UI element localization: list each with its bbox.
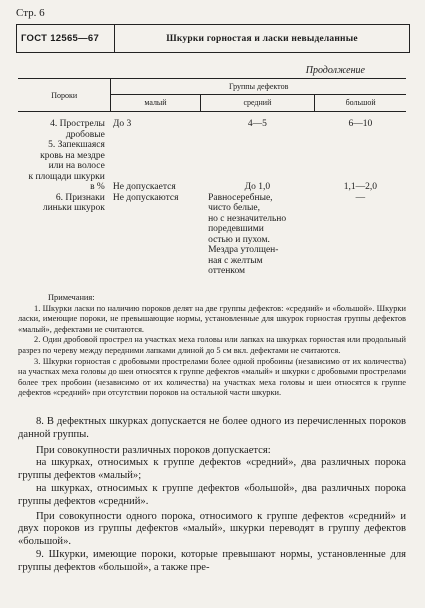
- column-header-large: большой: [315, 95, 406, 112]
- notes-block: [18, 293, 406, 399]
- cell-small-shot: До 3: [112, 119, 132, 129]
- defects-table: [18, 78, 406, 277]
- table-row: [18, 112, 406, 141]
- cell-large-blood: 1,1—2,0: [343, 182, 377, 192]
- defect-molting: 6. Признаки линьки шкурок: [42, 192, 105, 213]
- cell-medium-molting: Равносеребные, чисто белые, но с незначительно поредевшими остью и пухом. Мездра утолщен- ная с желтым оттенком: [208, 192, 287, 276]
- standard-header: [16, 24, 410, 53]
- cell-large-molting: —: [355, 192, 366, 203]
- main-text: [18, 416, 406, 575]
- column-header-defects: Пороки: [18, 79, 111, 112]
- paragraph: При совокупности одного порока, относимого к группе дефектов «средний» и двух пороков из группы дефектов «малый», шкурки переводят в группу дефектов «большой».: [18, 510, 406, 548]
- paragraph: на шкурках, относимых к группе дефектов «средний», два различных порока группы дефектов «малый»;: [18, 457, 406, 482]
- continuation-label: Продолжение: [305, 65, 365, 76]
- cell-small-blood: Не допускается: [112, 182, 176, 192]
- cell-medium-blood: До 1,0: [244, 182, 271, 192]
- column-header-groups: Группы дефектов: [111, 79, 406, 95]
- column-header-medium: средний: [200, 95, 315, 112]
- note-item: 2. Один дробовой прострел на участках меха головы или лапках на шкурках горностая или продольный разрез по черевy между передними лапками длиной до 5 см вкл. дефектами не считаются.: [18, 335, 406, 355]
- defects-table-wrapper: [18, 78, 406, 277]
- column-header-small: малый: [111, 95, 200, 112]
- notes-heading: Примечания:: [48, 293, 95, 302]
- paragraph: При совокупности различных пороков допускается:: [36, 444, 271, 456]
- paragraph: на шкурках, относимых к группе дефектов «большой», два различных порока группы дефектов «средний».: [18, 482, 406, 507]
- note-item: 1. Шкурки ласки по наличию пороков делят на две группы дефектов: «средний» и «большой». Шкурки ласки, имеющие пороки, не превышающие нормы, установленные для шкурок горностая группы дефектов «малый», дефектами не считаются.: [18, 303, 406, 334]
- cell-small-molting: Не допускаются: [112, 192, 179, 203]
- cell-large-shot: 6—10: [348, 119, 373, 129]
- cell-medium-shot: 4—5: [247, 119, 267, 129]
- defect-shot: 4. Прострелы дробовые: [50, 119, 105, 140]
- note-item: 3. Шкурки горностая с дробовыми прострелами более одной пробоины (независимо от их количества) на участках меха головы до шеи относятся к группе дефектов «малый» и шкурки с дробовыми прострелами более трех пробоин (независимо от их количества) на участках меха головы и шеи относятся к группе дефектов «средний» при отсутствии пороков на остальной части шкурки.: [18, 356, 406, 398]
- paragraph: 9. Шкурки, имеющие пороки, которые превышают нормы, установленные для группы дефектов «большой», а также пре-: [18, 548, 406, 573]
- standard-title: Шкурки горностая и ласки невыделанные: [166, 33, 358, 44]
- paragraph: 8. В дефектных шкурках допускается не более одного из перечисленных пороков данной группы.: [18, 416, 406, 440]
- table-row: [18, 140, 406, 193]
- table-row: [18, 193, 406, 277]
- standard-number: ГОСТ 12565—67: [17, 25, 115, 52]
- page-number: Стр. 6: [16, 7, 45, 19]
- defect-blood: 5. Запекшаяся кровь на мездре или на волосе к площади шкурки в %: [28, 140, 105, 192]
